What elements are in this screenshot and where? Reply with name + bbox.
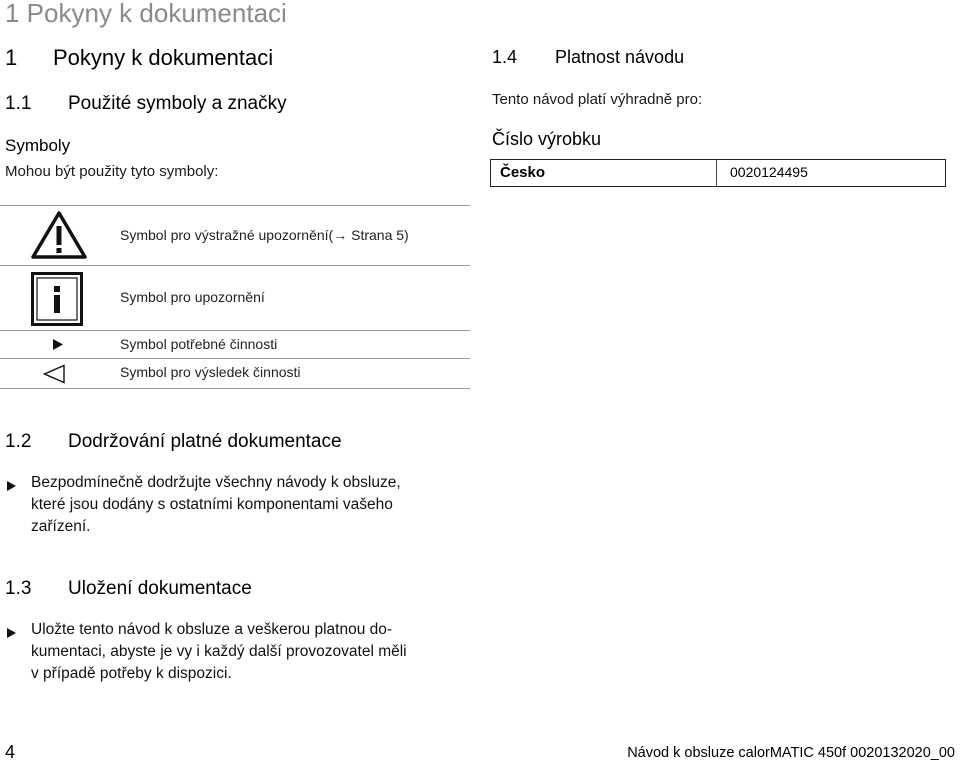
symbols-subtitle: Symboly (5, 136, 71, 155)
product-number-cell: 0020124495 (730, 164, 808, 180)
info-icon (31, 272, 83, 331)
validity-intro: Tento návod platí výhradně pro: (492, 91, 703, 108)
documentation-paragraph (31, 472, 401, 538)
section-1-3-heading (5, 578, 252, 600)
section-1-2-heading (5, 431, 342, 453)
symbol-label-action: Symbol potřebné činnosti (120, 336, 278, 352)
section-1-1-number: 1.1 (5, 93, 32, 114)
footer-text: Návod k obsluze calorMATIC 450f 0020132020_00 (627, 745, 955, 761)
symbol-label-warning: Symbol pro výstražné upozornění(→ Strana 5) (120, 227, 409, 243)
section-1-1-title: Použité symboly a značky (68, 93, 287, 114)
symbol-label-result: Symbol pro výsledek činnosti (120, 364, 301, 380)
bullet-arrow-icon (6, 479, 17, 495)
page-number: 4 (5, 742, 16, 762)
section-1-title: Pokyny k dokumentaci (53, 45, 274, 70)
section-1-4-heading (492, 47, 684, 68)
warning-triangle-icon (31, 211, 87, 264)
paragraph-line: kumentaci, abyste je vy i každý další provozovatel měli (31, 643, 407, 660)
section-1-3-number: 1.3 (5, 578, 32, 599)
section-1-4-number: 1.4 (492, 47, 518, 67)
section-1-3-title: Uložení dokumentace (68, 578, 252, 599)
outline-arrow-icon (43, 364, 65, 389)
running-head: 1 Pokyny k dokumentaci (5, 0, 287, 28)
product-number-table (490, 159, 946, 187)
symbol-table-rule-4 (0, 358, 470, 359)
table-divider (716, 160, 717, 186)
filled-arrow-icon (52, 338, 64, 356)
paragraph-line: zařízení. (31, 518, 91, 535)
paragraph-line: v případě potřeby k dispozici. (31, 665, 232, 682)
section-1-2-title: Dodržování platné dokumentace (68, 431, 342, 452)
paragraph-line: Uložte tento návod k obsluze a veškerou platnou do- (31, 621, 393, 638)
bullet-arrow-icon (6, 626, 17, 642)
paragraph-line: Bezpodmínečně dodržujte všechny návody k obsluze, (31, 474, 401, 491)
paragraph-line: které jsou dodány s ostatními komponentami vašeho (31, 496, 393, 513)
symbols-intro: Mohou být použity tyto symboly: (5, 163, 219, 180)
storage-paragraph (31, 619, 407, 685)
section-1-heading (5, 45, 273, 71)
symbol-label-info: Symbol pro upozornění (120, 289, 265, 305)
country-cell: Česko (500, 164, 546, 181)
section-1-2-number: 1.2 (5, 431, 32, 452)
symbol-table-rule-2 (0, 265, 470, 266)
symbol-table-rule-top (0, 205, 470, 206)
symbol-table-rule-bottom (0, 388, 470, 389)
section-1-4-title: Platnost návodu (555, 47, 685, 67)
section-1-1-heading (5, 93, 287, 115)
section-1-number: 1 (5, 45, 18, 70)
product-number-title: Číslo výrobku (492, 129, 602, 149)
symbol-table-rule-3 (0, 330, 470, 331)
